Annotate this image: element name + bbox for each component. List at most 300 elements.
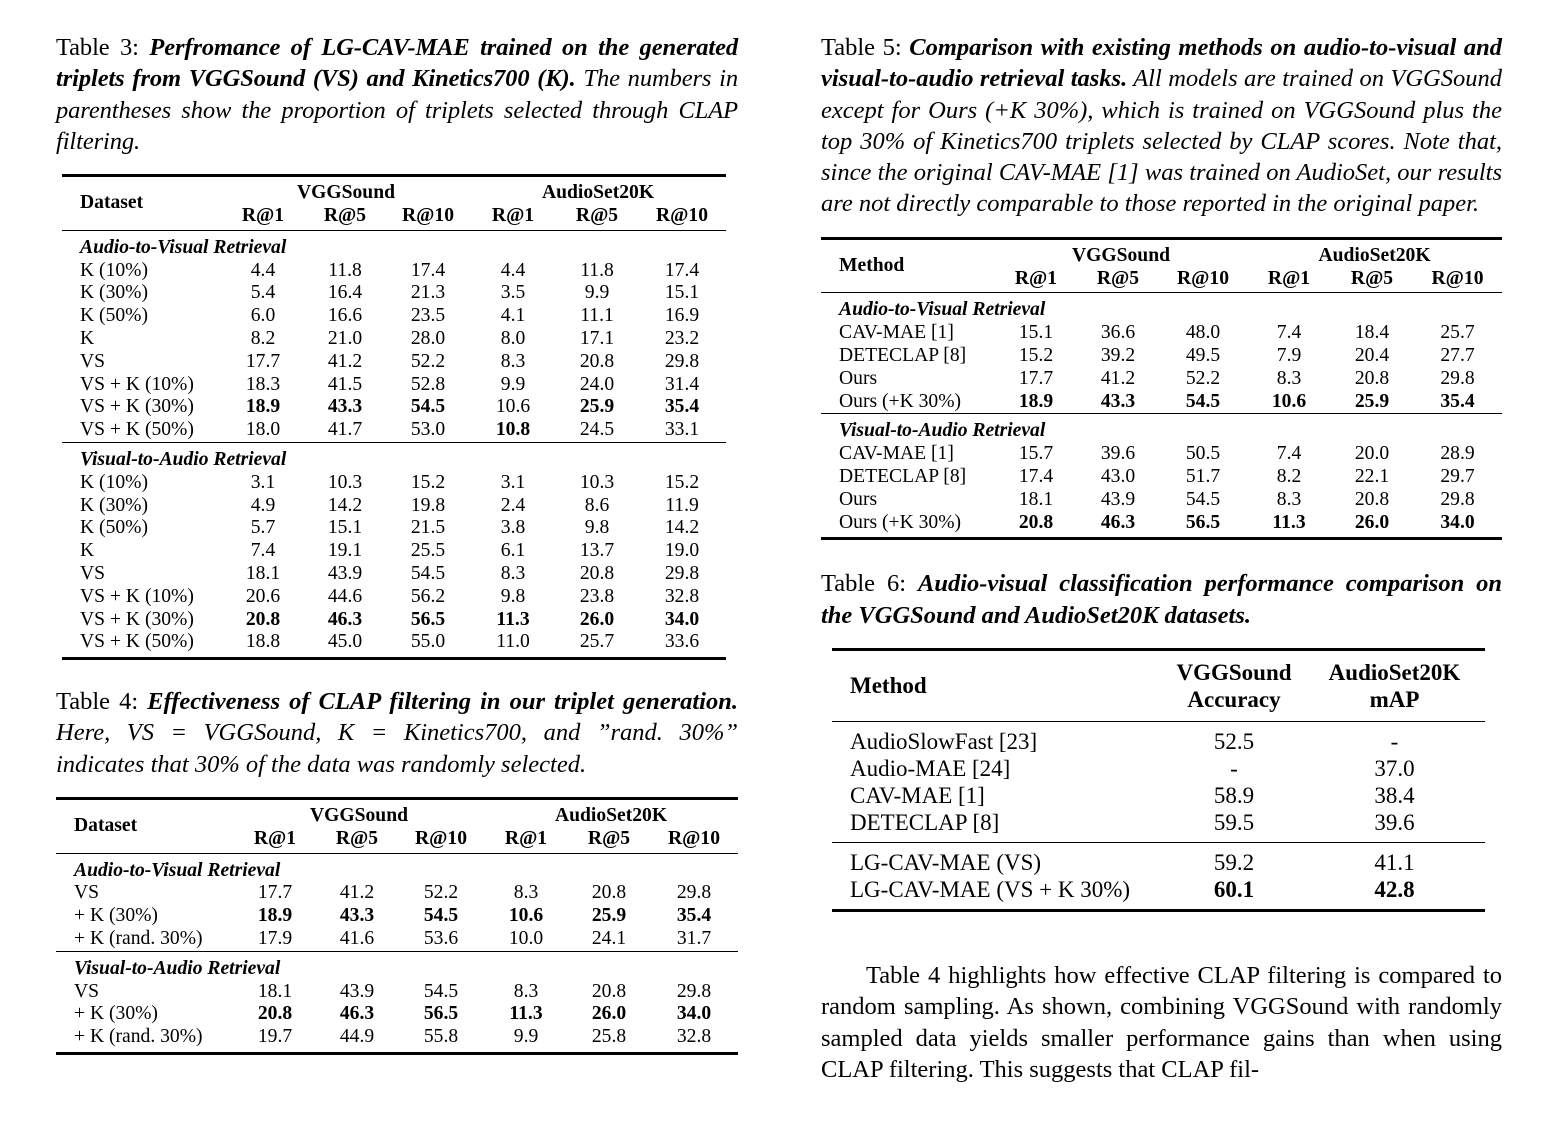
column-header-metric: R@5 [1096,267,1140,289]
metric-value: 25.8 [568,1026,650,1053]
metric-value: 56.5 [410,608,446,630]
metric-value: 35.4 [676,905,712,927]
metric-value: 45.0 [304,631,386,658]
metric-value: 20.8 [591,980,627,1002]
metric-value: 2.4 [500,494,526,516]
section-label: Visual-to-Audio Retrieval [56,951,738,980]
metric-value: 29.8 [664,350,700,372]
section-row-v2a [56,951,738,980]
metric-value: 43.3 [327,396,363,418]
column-header-metric: R@10 [668,827,721,849]
column-group-audioset20k: AudioSet20K [470,176,726,205]
column-header-metric: R@10 [402,204,454,226]
metric-value: 6.1 [500,540,526,562]
metric-value: 23.2 [664,327,700,349]
metric-value: 43.9 [1100,488,1136,510]
row-label: VS [80,562,106,584]
column-group-audioset20k: AudioSet20K [484,799,738,828]
metric-value: 20.8 [579,562,615,584]
metric-value: 7.4 [1276,322,1302,344]
section-row-a2v [56,853,738,882]
metric-value: 26.0 [591,1003,627,1025]
row-label: K (10%) [80,471,149,493]
metric-value: 23.8 [579,585,615,607]
left-column [56,32,738,1055]
metric-value: 44.6 [327,585,363,607]
metric-value: 11.3 [496,608,530,630]
metric-value: 7.4 [1276,443,1302,465]
column-header-metric: R@10 [656,204,709,226]
metric-value: 46.3 [339,1003,375,1025]
row-label: Audio-MAE [24] [850,755,1011,781]
table4-caption-lead: Table 4: [56,688,148,716]
metric-value: 54.5 [423,905,459,927]
row-label: K (30%) [80,282,149,304]
table3-caption-rest: The numbers in parentheses show the proportion of triplets selected through CLAP filtering. [56,65,739,155]
metric-value: 9.9 [484,1026,568,1053]
metric-value: 43.3 [1100,390,1136,412]
metric-value: 22.1 [1354,465,1390,487]
column-header-metric: R@10 [1177,267,1229,289]
section-label: Visual-to-Audio Retrieval [62,442,726,471]
metric-value: 17.7 [1018,367,1054,389]
metric-value: 29.8 [1440,488,1475,510]
metric-value: 17.7 [257,882,293,904]
column-header-metric: R@5 [1350,267,1394,289]
table-row [56,905,738,928]
column-header-audioset20k [1304,649,1485,721]
metric-value: 10.6 [508,905,544,927]
metric-value: 16.9 [664,305,700,327]
metric-value: 52.5 [1213,728,1255,754]
metric-value: 41.2 [339,882,375,904]
metric-value: 56.5 [1159,512,1247,539]
metric-value: 31.4 [664,373,700,395]
metric-value: 8.3 [513,980,539,1002]
header-row [832,649,1485,721]
metric-value: 43.0 [1100,465,1136,487]
metric-value: 52.8 [410,373,446,395]
table-row [832,876,1485,911]
row-label: VS + K (30%) [80,608,194,630]
metric-value: 15.1 [664,282,700,304]
metric-value: 15.2 [664,471,700,493]
metric-value: 3.1 [500,471,526,493]
row-label: CAV-MAE [1] [839,322,954,344]
metric-value: 55.0 [386,631,470,658]
row-label: VS + K (30%) [80,396,194,418]
metric-value: 35.4 [664,396,700,418]
column-group-vggsound: VGGSound [222,176,470,205]
metric-value: 34.0 [664,608,700,630]
metric-value: 10.6 [1271,390,1307,412]
metric-value: 25.9 [579,396,615,418]
metric-value: 5.7 [250,517,276,539]
metric-value: 10.0 [508,928,544,949]
metric-value: 5.4 [250,282,276,304]
row-label: + K (30%) [74,905,158,927]
metric-value: 13.7 [579,540,615,562]
table4-caption [56,686,738,780]
metric-value: 20.6 [245,585,281,607]
row-label: CAV-MAE [1] [850,782,985,808]
metric-value: 17.1 [579,327,615,349]
metric-value: 26.0 [579,608,615,630]
table-row [821,489,1502,512]
metric-value: 52.2 [1185,367,1221,389]
table-row [56,882,738,905]
table-row [821,391,1502,414]
metric-value: 14.2 [327,494,363,516]
table4 [56,797,738,1055]
table5-body [821,238,1502,539]
metric-value: 18.4 [1354,322,1390,344]
metric-value: 41.6 [339,928,375,949]
metric-value: 9.9 [500,373,526,395]
metric-value: 60.1 [1164,876,1304,911]
metric-value: 35.4 [1440,390,1475,412]
metric-value: 29.8 [676,882,712,904]
metric-value: 11.8 [580,259,614,281]
metric-value: 33.6 [638,631,726,658]
column-header-metric: R@1 [504,827,548,849]
metric-value: 3.8 [500,517,526,539]
metric-value: 10.3 [579,471,615,493]
metric-value: 21.5 [410,517,446,539]
metric-value: 19.8 [410,494,446,516]
table-row [56,1026,738,1053]
metric-value: 18.8 [222,631,304,658]
metric-value: - [1230,755,1238,781]
metric-value: 8.6 [584,494,610,516]
row-label: Ours [839,367,878,389]
table-row [62,609,726,632]
metric-value: 17.7 [245,350,281,372]
metric-value: 10.6 [495,396,531,418]
metric-value: 46.3 [1077,512,1159,539]
metric-value: 3.5 [500,282,526,304]
metric-value: 18.0 [245,419,281,441]
metric-value: 56.2 [410,585,446,607]
row-label: DETECLAP [8] [839,465,967,487]
column-group-audioset20k: AudioSet20K [1247,238,1502,267]
table-row [821,512,1502,539]
metric-value: 51.7 [1185,465,1221,487]
row-label: VS + K (10%) [80,585,194,607]
metric-value: 20.8 [245,608,281,630]
row-label: K (50%) [80,517,149,539]
metric-value: 17.9 [257,928,293,949]
row-label: Ours [839,488,878,510]
table6 [832,648,1485,912]
table-row [62,305,726,328]
table-row [62,328,726,351]
metric-value: 53.0 [410,419,446,441]
table4-caption-title: Effectiveness of CLAP filtering in our triplet generation. [147,688,738,716]
table-row [62,517,726,540]
row-label: K (10%) [80,259,149,281]
metric-value: 29.8 [664,562,700,584]
table-row [56,981,738,1004]
metric-value: 11.3 [1247,512,1331,539]
metric-value: 15.7 [1018,443,1054,465]
metric-value: 18.3 [245,373,281,395]
section-row-a2v [821,293,1502,322]
metric-value: 25.9 [591,905,627,927]
column-group-vggsound: VGGSound [995,238,1247,267]
metric-value: 44.9 [316,1026,398,1053]
metric-value: 4.1 [500,305,526,327]
table-row [62,495,726,518]
section-label: Audio-to-Visual Retrieval [821,293,1502,322]
metric-value: 11.3 [509,1003,543,1025]
row-label: VS [74,980,100,1002]
metric-value: 21.3 [410,282,446,304]
column-header-metric: R@1 [1267,267,1311,289]
table6-caption-title: Audio-visual classification performance comparison on the VGGSound and AudioSet20K datasets. [821,570,1503,629]
table-row [56,928,738,951]
header-row [62,176,726,205]
table3-body [62,176,726,659]
header-line: VGGSound [1176,659,1292,685]
metric-value: 11.1 [580,305,614,327]
metric-value: 39.2 [1100,344,1136,366]
table3-caption [56,32,738,157]
metric-value: 14.2 [664,517,700,539]
table-row [62,260,726,283]
metric-value: 29.8 [676,980,712,1002]
row-label: LG-CAV-MAE (VS + K 30%) [832,876,1164,911]
column-header-metric: R@5 [335,827,379,849]
metric-value: 41.7 [327,419,363,441]
table6-body [832,649,1485,910]
metric-value: 16.4 [327,282,363,304]
row-label: VS [80,350,106,372]
row-label: LG-CAV-MAE (VS) [850,849,1042,875]
metric-value: 41.1 [1374,849,1415,875]
metric-value: 4.4 [500,259,526,281]
metric-value: 7.9 [1276,344,1302,366]
table5-caption-lead: Table 5: [821,34,910,61]
table-row [56,1003,738,1026]
metric-value: 23.5 [410,305,446,327]
metric-value: 8.2 [1276,465,1302,487]
metric-value: 52.2 [423,882,459,904]
row-label: VS + K (10%) [80,373,194,395]
row-label: VS + K (50%) [62,631,222,658]
row-label: K [80,327,95,349]
row-label: Ours (+K 30%) [821,512,995,539]
metric-value: 18.1 [245,562,281,584]
metric-value: 20.8 [1354,367,1390,389]
metric-value: 4.4 [250,259,276,281]
column-header-metric: R@1 [241,204,285,226]
metric-value: 8.3 [500,562,526,584]
column-header-metric: R@10 [415,827,467,849]
table3-caption-lead: Table 3: [56,34,150,61]
metric-value: 8.3 [1276,367,1302,389]
column-header-first: Dataset [62,176,222,231]
metric-value: 31.7 [676,928,712,949]
metric-value: 8.2 [250,327,276,349]
table5-caption [821,32,1502,220]
metric-value: 24.0 [579,373,615,395]
metric-value: 18.9 [257,905,293,927]
body-paragraph: Table 4 highlights how effective CLAP filtering is compared to random sampling. As shown, combining VGGSound with randomly sampled data yields smaller performance gains than when using CLAP filtering. This suggests that CLAP fil- [821,961,1502,1083]
metric-value: 37.0 [1374,755,1415,781]
table-row [62,396,726,419]
metric-value: 58.9 [1213,782,1255,808]
column-header-metric: R@1 [253,827,297,849]
row-label: DETECLAP [8] [832,809,1164,843]
row-label: + K (rand. 30%) [56,1026,234,1053]
metric-value: 15.2 [410,471,446,493]
metric-value: 41.5 [327,373,363,395]
metric-value: 8.3 [500,350,526,372]
row-label: K (30%) [80,494,149,516]
column-header-metric: R@10 [1431,267,1484,289]
header-row [821,238,1502,267]
metric-value: 15.2 [1018,344,1054,366]
metric-value: 38.4 [1374,782,1415,808]
metric-value: 20.8 [591,882,627,904]
column-header-metric: R@5 [587,827,631,849]
metric-value: 41.2 [327,350,363,372]
metric-value: 20.0 [1354,443,1390,465]
metric-value: 17.4 [664,259,700,281]
section-label: Audio-to-Visual Retrieval [62,230,726,259]
metric-value: 18.1 [257,980,293,1002]
table4-caption-rest: Here, VS = VGGSound, K = Kinetics700, and ”rand. 30%” indicates that 30% of the data was randomly selected. [56,719,738,778]
table5-caption-title: Comparison with existing methods on audio-to-visual and visual-to-audio retrieval tasks. [821,34,1502,93]
metric-value: 29.7 [1440,465,1475,487]
table3 [62,174,726,660]
metric-value: 10.3 [327,471,363,493]
metric-value: 9.9 [584,282,610,304]
row-label: + K (30%) [74,1003,158,1025]
metric-value: 36.6 [1100,322,1136,344]
table6-caption-lead: Table 6: [821,570,918,598]
table-row [62,563,726,586]
row-label: K [80,540,95,562]
table4-body [56,799,738,1054]
table-row [832,721,1485,755]
table-row [832,755,1485,782]
metric-value: 42.8 [1304,876,1485,911]
metric-value: 25.5 [410,540,446,562]
metric-value: 25.7 [1440,322,1475,344]
metric-value: 17.4 [1018,465,1054,487]
table-row [62,472,726,495]
metric-value: 28.0 [410,327,446,349]
metric-value: 18.9 [1018,390,1054,412]
metric-value: 20.4 [1354,344,1390,366]
column-header-method: Method [832,649,1164,721]
table-row [62,586,726,609]
metric-value: 15.1 [327,517,363,539]
row-label: VS [74,882,100,904]
metric-value: 19.0 [664,540,700,562]
table6-caption [821,568,1502,631]
table-row [62,419,726,442]
row-label: Ours (+K 30%) [839,390,962,412]
metric-value: 15.1 [1018,322,1054,344]
metric-value: 20.8 [579,350,615,372]
table-row [62,631,726,658]
table-row [832,782,1485,809]
section-row-v2a [62,442,726,471]
section-label: Visual-to-Audio Retrieval [821,414,1502,443]
metric-value: 7.4 [250,540,276,562]
column-header-vggsound [1164,649,1304,721]
metric-value: 11.0 [470,631,556,658]
column-header-metric: R@1 [1014,267,1058,289]
metric-value: 18.1 [1018,488,1054,510]
metric-value: 48.0 [1185,322,1221,344]
metric-value: 8.3 [1276,488,1302,510]
column-header-first: Dataset [56,799,234,854]
metric-value: 8.3 [513,882,539,904]
table-row [821,368,1502,391]
metric-value: 41.2 [1100,367,1136,389]
column-header-metric: R@5 [575,204,619,226]
metric-value: 20.8 [1354,488,1390,510]
metric-value: 19.1 [327,540,363,562]
metric-value: 52.2 [410,350,446,372]
metric-value: 26.0 [1331,512,1413,539]
metric-value: 11.8 [328,259,362,281]
metric-value: 18.9 [245,396,281,418]
column-group-vggsound: VGGSound [234,799,484,828]
metric-value: 54.5 [410,562,446,584]
metric-value: 25.7 [556,631,638,658]
metric-value: 20.8 [995,512,1077,539]
metric-value: 33.1 [664,419,700,441]
metric-value: 34.0 [676,1003,712,1025]
table-row [62,282,726,305]
column-header-metric: R@1 [491,204,535,226]
table-row [821,322,1502,345]
metric-value: 24.1 [591,928,627,949]
metric-value: 54.5 [1185,390,1221,412]
metric-value: 24.5 [579,419,615,441]
metric-value: - [1390,728,1399,754]
metric-value: 49.5 [1185,344,1221,366]
metric-value: 43.9 [339,980,375,1002]
row-label: VS + K (50%) [80,419,194,441]
metric-value: 11.9 [665,494,699,516]
metric-value: 21.0 [327,327,363,349]
row-label: AudioSlowFast [23] [850,728,1038,754]
metric-value: 59.5 [1164,809,1304,843]
row-label: CAV-MAE [1] [839,443,954,465]
metric-value: 34.0 [1413,512,1502,539]
metric-value: 43.9 [327,562,363,584]
metric-value: 16.6 [327,305,363,327]
metric-value: 19.7 [234,1026,316,1053]
section-label: Audio-to-Visual Retrieval [56,853,738,882]
metric-value: 4.9 [250,494,276,516]
right-column [821,32,1502,1085]
metric-value: 39.6 [1100,443,1136,465]
section-row-a2v [62,230,726,259]
metric-value: 28.9 [1440,443,1475,465]
metric-value: 27.7 [1440,344,1475,366]
metric-value: 3.1 [250,471,276,493]
table-row [62,374,726,397]
metric-value: 25.9 [1354,390,1390,412]
metric-value: 6.0 [250,305,276,327]
